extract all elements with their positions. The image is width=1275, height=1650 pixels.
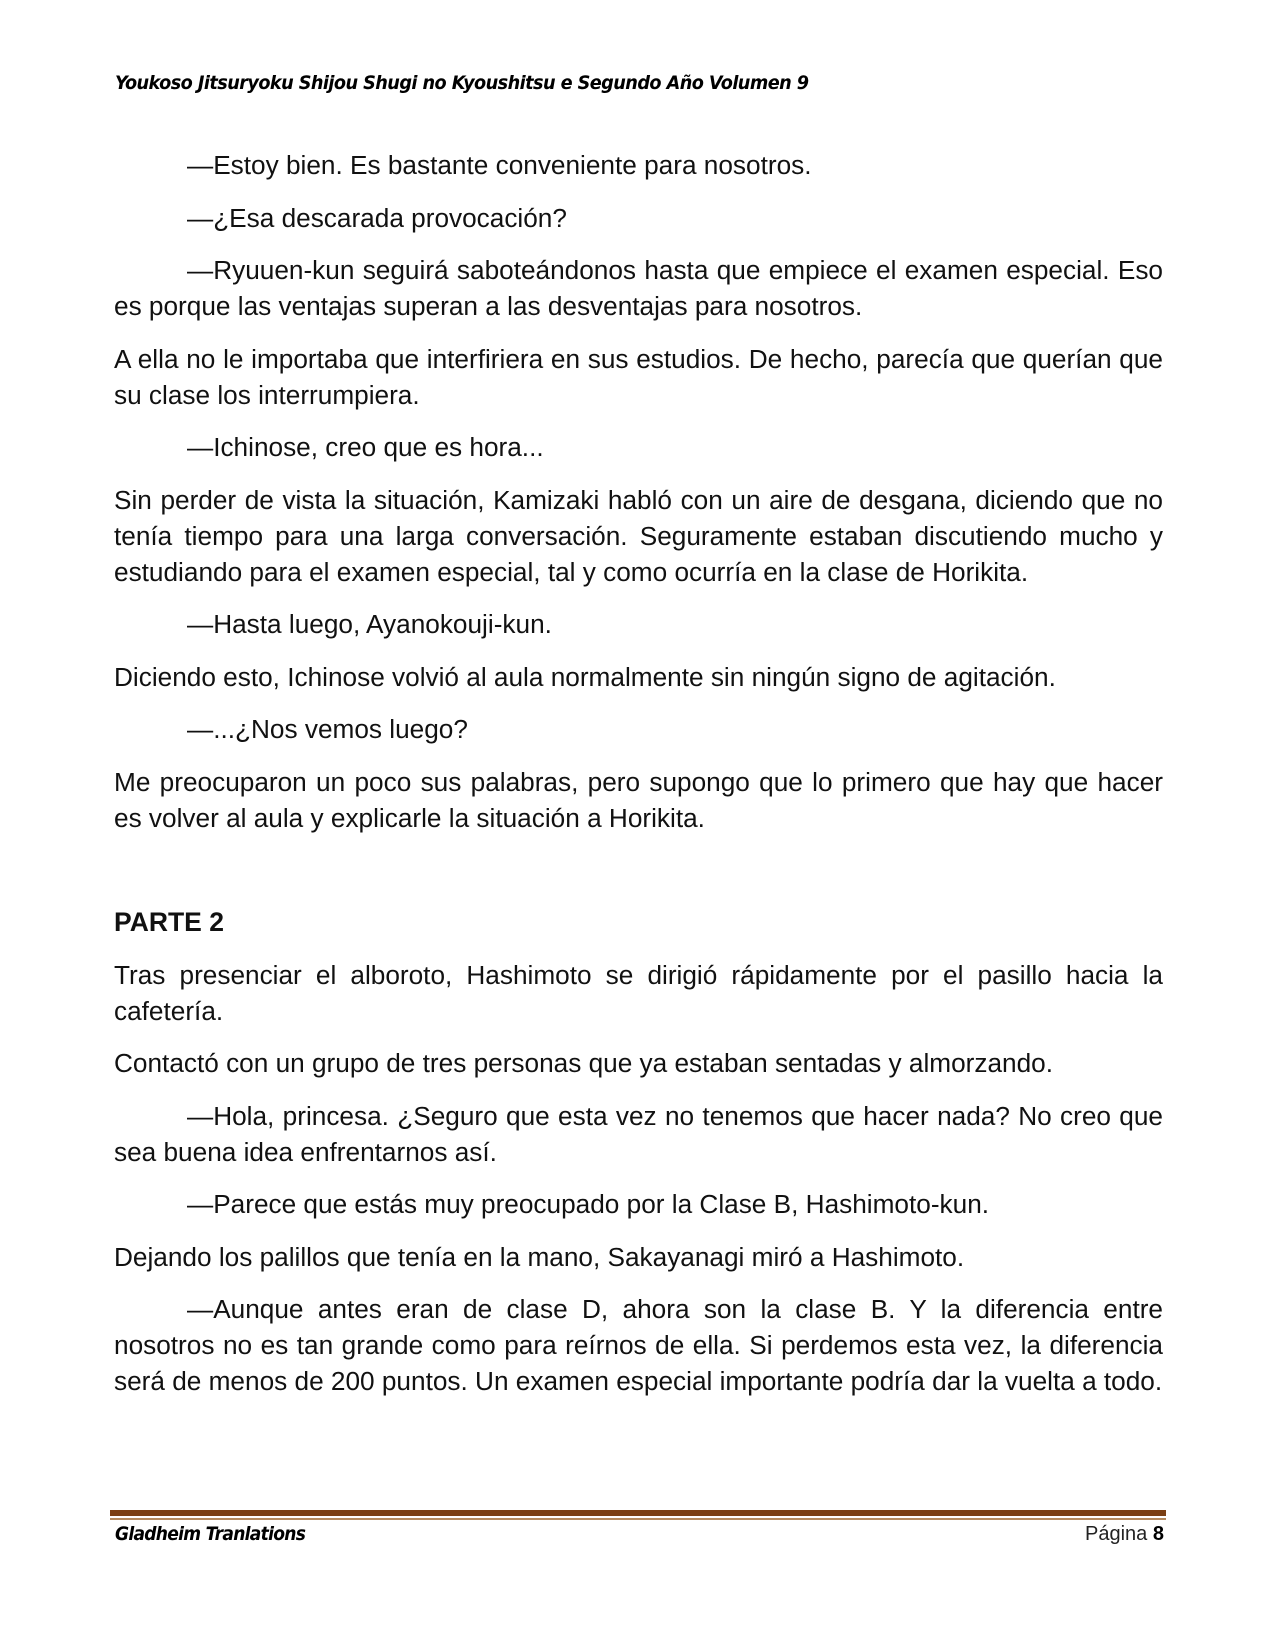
dialogue-paragraph: —Parece que estás muy preocupado por la Clase B, Hashimoto-kun. [187, 1189, 990, 1219]
page-body [114, 147, 1163, 1416]
narration-paragraph: Dejando los palillos que tenía en la mano, Sakayanagi miró a Hashimoto. [114, 1241, 965, 1272]
dialogue-paragraph: —Hola, princesa. ¿Seguro que esta vez no tenemos que hacer nada? No creo que sea buena idea enfrentarnos así. [114, 1100, 1163, 1167]
page-label: Página [1085, 1523, 1148, 1545]
footer-publisher: Gladheim Tranlations [115, 1523, 306, 1545]
narration-paragraph: Tras presenciar el alboroto, Hashimoto se dirigió rápidamente por el pasillo hacia la cafetería. [114, 959, 1163, 1026]
dialogue-paragraph: —...¿Nos vemos luego? [187, 714, 468, 744]
narration-paragraph: A ella no le importaba que interfiriera en sus estudios. De hecho, parecía que querían que su clase los interrumpiera. [114, 343, 1163, 410]
narration-paragraph: Diciendo esto, Ichinose volvió al aula normalmente sin ningún signo de agitación. [114, 661, 1056, 692]
section-heading: PARTE 2 [114, 907, 224, 937]
dialogue-paragraph: —Ichinose, creo que es hora... [187, 432, 544, 462]
dialogue-paragraph: —¿Esa descarada provocación? [187, 202, 567, 233]
narration-paragraph: Me preocuparon un poco sus palabras, pero supongo que lo primero que hay que hacer es volver al aula y explicarle la situación a Horikita. [114, 766, 1163, 833]
dialogue-paragraph: —Ryuuen-kun seguirá saboteándonos hasta que empiece el examen especial. Eso es porque las ventajas superan a las desventajas para nosotros. [114, 255, 1163, 321]
section-spacer [114, 852, 1163, 904]
narration-paragraph: Sin perder de vista la situación, Kamizaki habló con un aire de desgana, diciendo que no tenía tiempo para una larga conversación. Seguramente estaban discutiendo mucho y estudiando para el examen especial, tal y como ocurría en la clase de Horikita. [114, 484, 1163, 587]
dialogue-paragraph: —Hasta luego, Ayanokouji-kun. [187, 609, 552, 639]
footer-divider [110, 1510, 1166, 1516]
narration-paragraph: Contactó con un grupo de tres personas que ya estaban sentadas y almorzando. [114, 1048, 1053, 1078]
dialogue-paragraph: —Estoy bien. Es bastante conveniente para nosotros. [187, 150, 812, 180]
footer-divider-thin [110, 1518, 1166, 1520]
running-header: Youkoso Jitsuryoku Shijou Shugi no Kyoushitsu e Segundo Año Volumen 9 [115, 72, 809, 94]
dialogue-paragraph: —Aunque antes eran de clase D, ahora son la clase B. Y la diferencia entre nosotros no es tan grande como para reírnos de ella. Si perdemos esta vez, la diferencia será de menos de 200 puntos. Un examen especial importante podría dar la vuelta a todo. [114, 1294, 1163, 1396]
page-number [1085, 1523, 1164, 1546]
page-number-value: 8 [1152, 1523, 1164, 1545]
